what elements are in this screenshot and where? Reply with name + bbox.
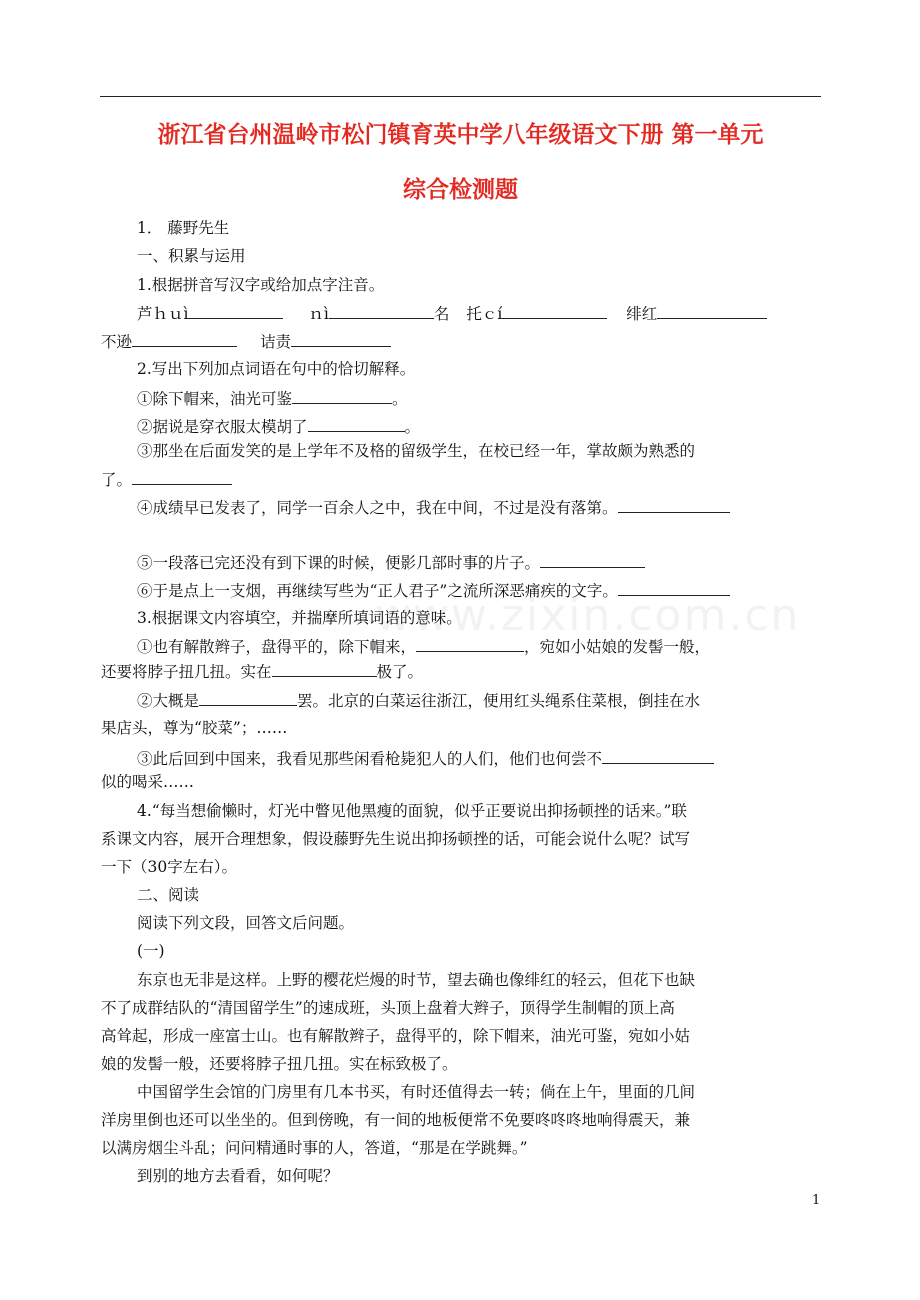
passage-line: 洋房里倒也还可以坐坐的。但到傍晚，有一间的地板便常不免要咚咚咚地响得震天，兼 [101,1111,691,1129]
answer-blank[interactable] [416,636,524,652]
question-2-item: ②据说是穿衣服太模胡了 。 [137,418,421,436]
question-3-item-cont: 似的喝采…… [101,773,195,791]
pinyin-item: 绯红 [626,305,658,323]
pinyin-item: ｎì [308,305,329,323]
answer-blank[interactable] [540,552,645,568]
header-rule [100,96,821,97]
question-1-row-2 [101,331,391,352]
passage-line: 到别的地方去看看，如何呢？ [137,1167,339,1185]
answer-blank[interactable] [502,303,607,319]
passage-line: 东京也无非是这样。上野的樱花烂熳的时节，望去确也像绯红的轻云，但花下也缺 [137,971,696,989]
question-3-prompt: 3.根据课文内容填空，并揣摩所填词语的意味。 [137,609,462,627]
watermark: www.zixin.com.cn [375,590,801,641]
question-3-item-cont: 果店头，尊为“胶菜”；…… [101,719,288,737]
page-title-line2: 综合检测题 [403,177,518,203]
question-4-line: 系课文内容，展开合理想象，假设藤野先生说出抑扬顿挫的话，可能会说什么呢？试写 [101,830,691,848]
answer-blank[interactable] [308,416,405,432]
section-heading: 一、积累与运用 [137,247,246,265]
passage-line: 娘的发髻一般，还要将脖子扭几扭。实在标致极了。 [101,1055,458,1073]
reading-part-label: (一) [137,942,165,960]
lesson-title: 1． 藤野先生 [137,219,230,237]
passage-line: 以满房烟尘斗乱；问问精通时事的人，答道，“那是在学跳舞。” [101,1139,528,1157]
answer-blank[interactable] [132,469,232,485]
question-2-item: ⑤一段落已完还没有到下课的时候，便影几部时事的片子。 [137,552,645,573]
answer-blank[interactable] [188,303,283,319]
answer-blank[interactable] [132,331,237,347]
page-title: 浙江省台州温岭市松门镇育英中学八年级语文下册 第一单元 [157,122,764,148]
pinyin-item: 托ｃí [466,305,503,323]
answer-blank[interactable] [199,690,297,706]
answer-blank[interactable] [602,748,714,764]
question-2-item: ⑥于是点上一支烟，再继续写些为“正人君子”之流所深恶痛疾的文字。 [137,580,730,601]
section-heading: 二、阅读 [137,886,200,904]
answer-blank[interactable] [272,661,377,677]
question-4-line: 一下（30字左右）。 [101,858,237,876]
question-3-item: ②大概是 罢。北京的白菜运往浙江，便用红头绳系住菜根，倒挂在水 [137,692,701,710]
pinyin-item: 芦ｈｕì [137,305,189,323]
answer-blank[interactable] [618,497,730,513]
question-3-item: ③此后回到中国来，我看见那些闲看枪毙犯人的人们，他们也何尝不 [137,748,714,769]
passage-line: 高耸起，形成一座富士山。也有解散辫子，盘得平的，除下帽来，油光可鉴，宛如小姑 [101,1027,691,1045]
passage-line: 中国留学生会馆的门房里有几本书买，有时还值得去一转；倘在上午，里面的几间 [137,1083,696,1101]
answer-blank[interactable] [329,303,434,319]
passage-line: 不了成群结队的“清国留学生”的速成班，头顶上盘着大辫子，顶得学生制帽的顶上高 [101,999,675,1017]
pinyin-item: 名 [433,305,450,323]
question-2-item: ①除下帽来，油光可鉴 。 [137,390,408,408]
answer-blank[interactable] [657,303,767,319]
answer-blank[interactable] [618,580,730,596]
answer-blank[interactable] [291,331,391,347]
pinyin-item: 不逊 [101,333,133,351]
question-3-item: ①也有解散辫子，盘得平的，除下帽来， ，宛如小姑娘的发髻一般， [137,638,711,656]
page-number: 1 [812,1193,821,1208]
question-4-line: 4.“每当想偷懒时，灯光中瞥见他黑瘦的面貌，似乎正要说出抑扬顿挫的话来。”联 [137,802,687,820]
question-2-item: ④成绩早已发表了，同学一百余人之中，我在中间，不过是没有落第。 [137,497,730,518]
reading-intro: 阅读下列文段，回答文后问题。 [137,914,355,932]
question-1-row-1 [137,303,767,324]
question-3-item-cont: 还要将脖子扭几扭。实在 极了。 [101,663,424,681]
question-2-prompt: 2.写出下列加点词语在句中的恰切解释。 [137,360,416,378]
question-2-item-cont: 了。 [101,469,232,490]
question-2-item: ③那坐在后面发笑的是上学年不及格的留级学生，在校已经一年，掌故颇为熟悉的 [137,442,696,460]
question-1-prompt: 1.根据拼音写汉字或给加点字注音。 [137,276,385,294]
answer-blank[interactable] [292,388,392,404]
pinyin-item: 诘责 [259,333,291,351]
